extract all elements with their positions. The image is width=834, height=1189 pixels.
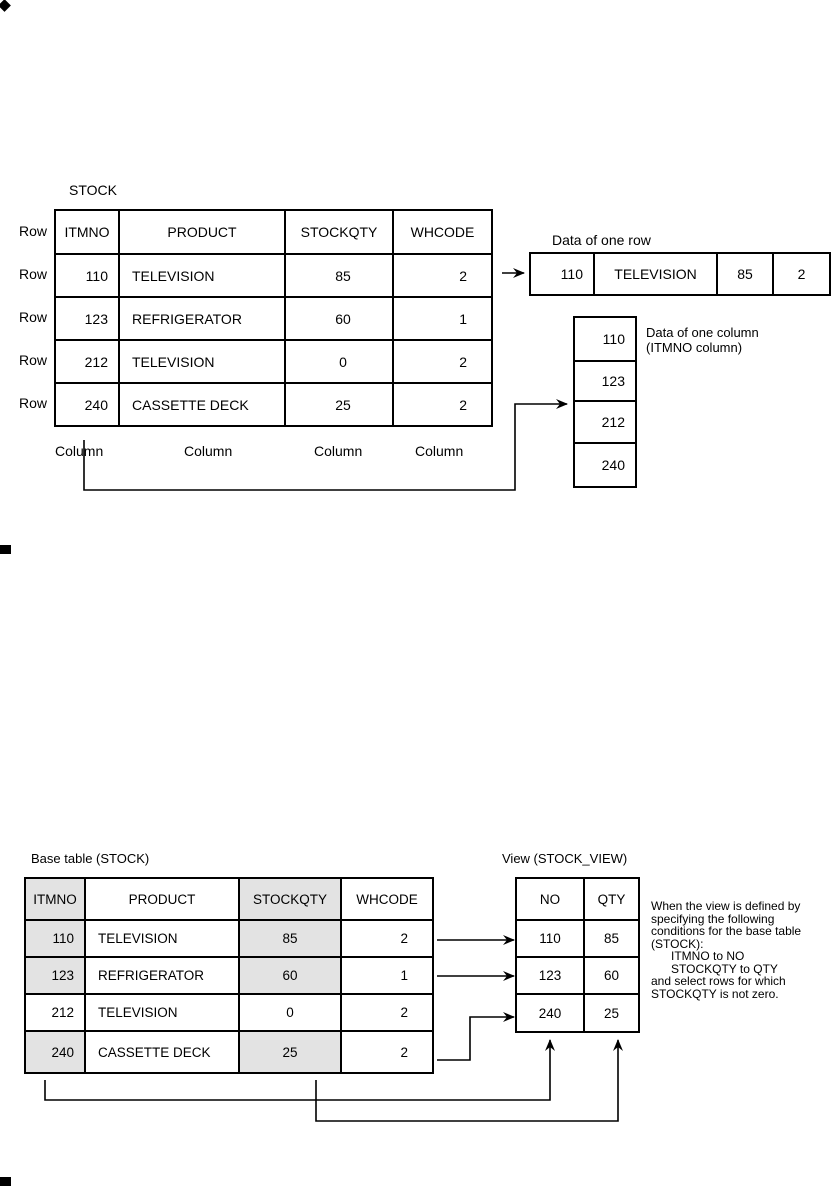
column-label: Column <box>314 443 363 459</box>
cell: 212 <box>574 401 636 443</box>
cell: 1 <box>341 957 433 994</box>
note-line: STOCKQTY to QTY <box>671 961 778 976</box>
cell: 123 <box>55 297 119 340</box>
row-label: Row <box>19 395 48 411</box>
note-line: conditions for the base table <box>651 924 802 938</box>
cell: 2 <box>341 920 433 957</box>
cell: 2 <box>393 340 492 383</box>
cell: 110 <box>25 920 85 957</box>
header-cell: QTY <box>584 878 639 920</box>
cell: 240 <box>574 443 636 487</box>
cell: 60 <box>584 957 639 994</box>
column-label: Column <box>415 443 464 459</box>
cell: 123 <box>516 957 584 994</box>
cell: 60 <box>239 957 341 994</box>
cell: 123 <box>574 361 636 401</box>
cell: 212 <box>25 994 85 1031</box>
cell: 2 <box>393 383 492 426</box>
note-line: When the view is defined by <box>651 899 801 913</box>
cell: 0 <box>239 994 341 1031</box>
cell: 110 <box>516 920 584 957</box>
cell: 0 <box>285 340 393 383</box>
cell: CASSETTE DECK <box>85 1031 239 1073</box>
cell: 85 <box>285 254 393 297</box>
cell: 2 <box>773 253 830 295</box>
header-cell: PRODUCT <box>119 210 285 254</box>
cell: 110 <box>574 317 636 361</box>
base-table-title: Base table (STOCK) <box>31 851 150 866</box>
row-label: Row <box>19 266 48 282</box>
cell: 123 <box>25 957 85 994</box>
cell: 60 <box>285 297 393 340</box>
cell: TELEVISION <box>85 994 239 1031</box>
cell: REFRIGERATOR <box>119 297 285 340</box>
cell: 240 <box>25 1031 85 1073</box>
cell: 212 <box>55 340 119 383</box>
column-label: Column <box>184 443 233 459</box>
cell: TELEVISION <box>119 340 285 383</box>
cell: 85 <box>717 253 773 295</box>
row-label: Row <box>19 309 48 325</box>
header-cell: STOCKQTY <box>239 878 341 920</box>
cell: 110 <box>530 253 594 295</box>
cell: 25 <box>285 383 393 426</box>
cell: 85 <box>239 920 341 957</box>
arrow-icon <box>316 1040 618 1121</box>
arrow-icon <box>45 1040 550 1100</box>
header-cell: ITMNO <box>25 878 85 920</box>
cell: 85 <box>584 920 639 957</box>
stock-table-title: STOCK <box>69 182 117 198</box>
header-cell: ITMNO <box>55 210 119 254</box>
note-line: STOCKQTY is not zero. <box>651 986 779 1001</box>
row-label: Row <box>19 352 48 368</box>
cell: 240 <box>55 383 119 426</box>
cell: TELEVISION <box>85 920 239 957</box>
column-label: Column <box>55 443 104 459</box>
header-cell: PRODUCT <box>85 878 239 920</box>
cell: 2 <box>341 1031 433 1073</box>
header-cell: WHCODE <box>393 210 492 254</box>
note-line: ITMNO to NO <box>671 949 745 963</box>
header-cell: WHCODE <box>341 878 433 920</box>
arrow-icon <box>84 404 567 490</box>
cell: TELEVISION <box>594 253 717 295</box>
header-cell: STOCKQTY <box>285 210 393 254</box>
row-label: Row <box>19 223 48 239</box>
cell: TELEVISION <box>119 254 285 297</box>
cell: REFRIGERATOR <box>85 957 239 994</box>
cell: 25 <box>239 1031 341 1073</box>
note-line: specifying the following <box>651 911 775 926</box>
one-column-caption-sub: (ITMNO column) <box>646 340 743 355</box>
cell: CASSETTE DECK <box>119 383 285 426</box>
cell: 240 <box>516 994 584 1032</box>
cell: 1 <box>393 297 492 340</box>
arrow-icon <box>437 1017 514 1060</box>
note-line: and select rows for which <box>651 974 786 988</box>
cell: 25 <box>584 994 639 1032</box>
cell: 2 <box>393 254 492 297</box>
view-title: View (STOCK_VIEW) <box>502 851 628 866</box>
one-column-caption: Data of one column <box>646 325 759 340</box>
header-cell: NO <box>516 878 584 920</box>
cell: 110 <box>55 254 119 297</box>
one-row-caption: Data of one row <box>552 232 651 248</box>
cell: 2 <box>341 994 433 1031</box>
note-line: (STOCK): <box>651 936 704 951</box>
